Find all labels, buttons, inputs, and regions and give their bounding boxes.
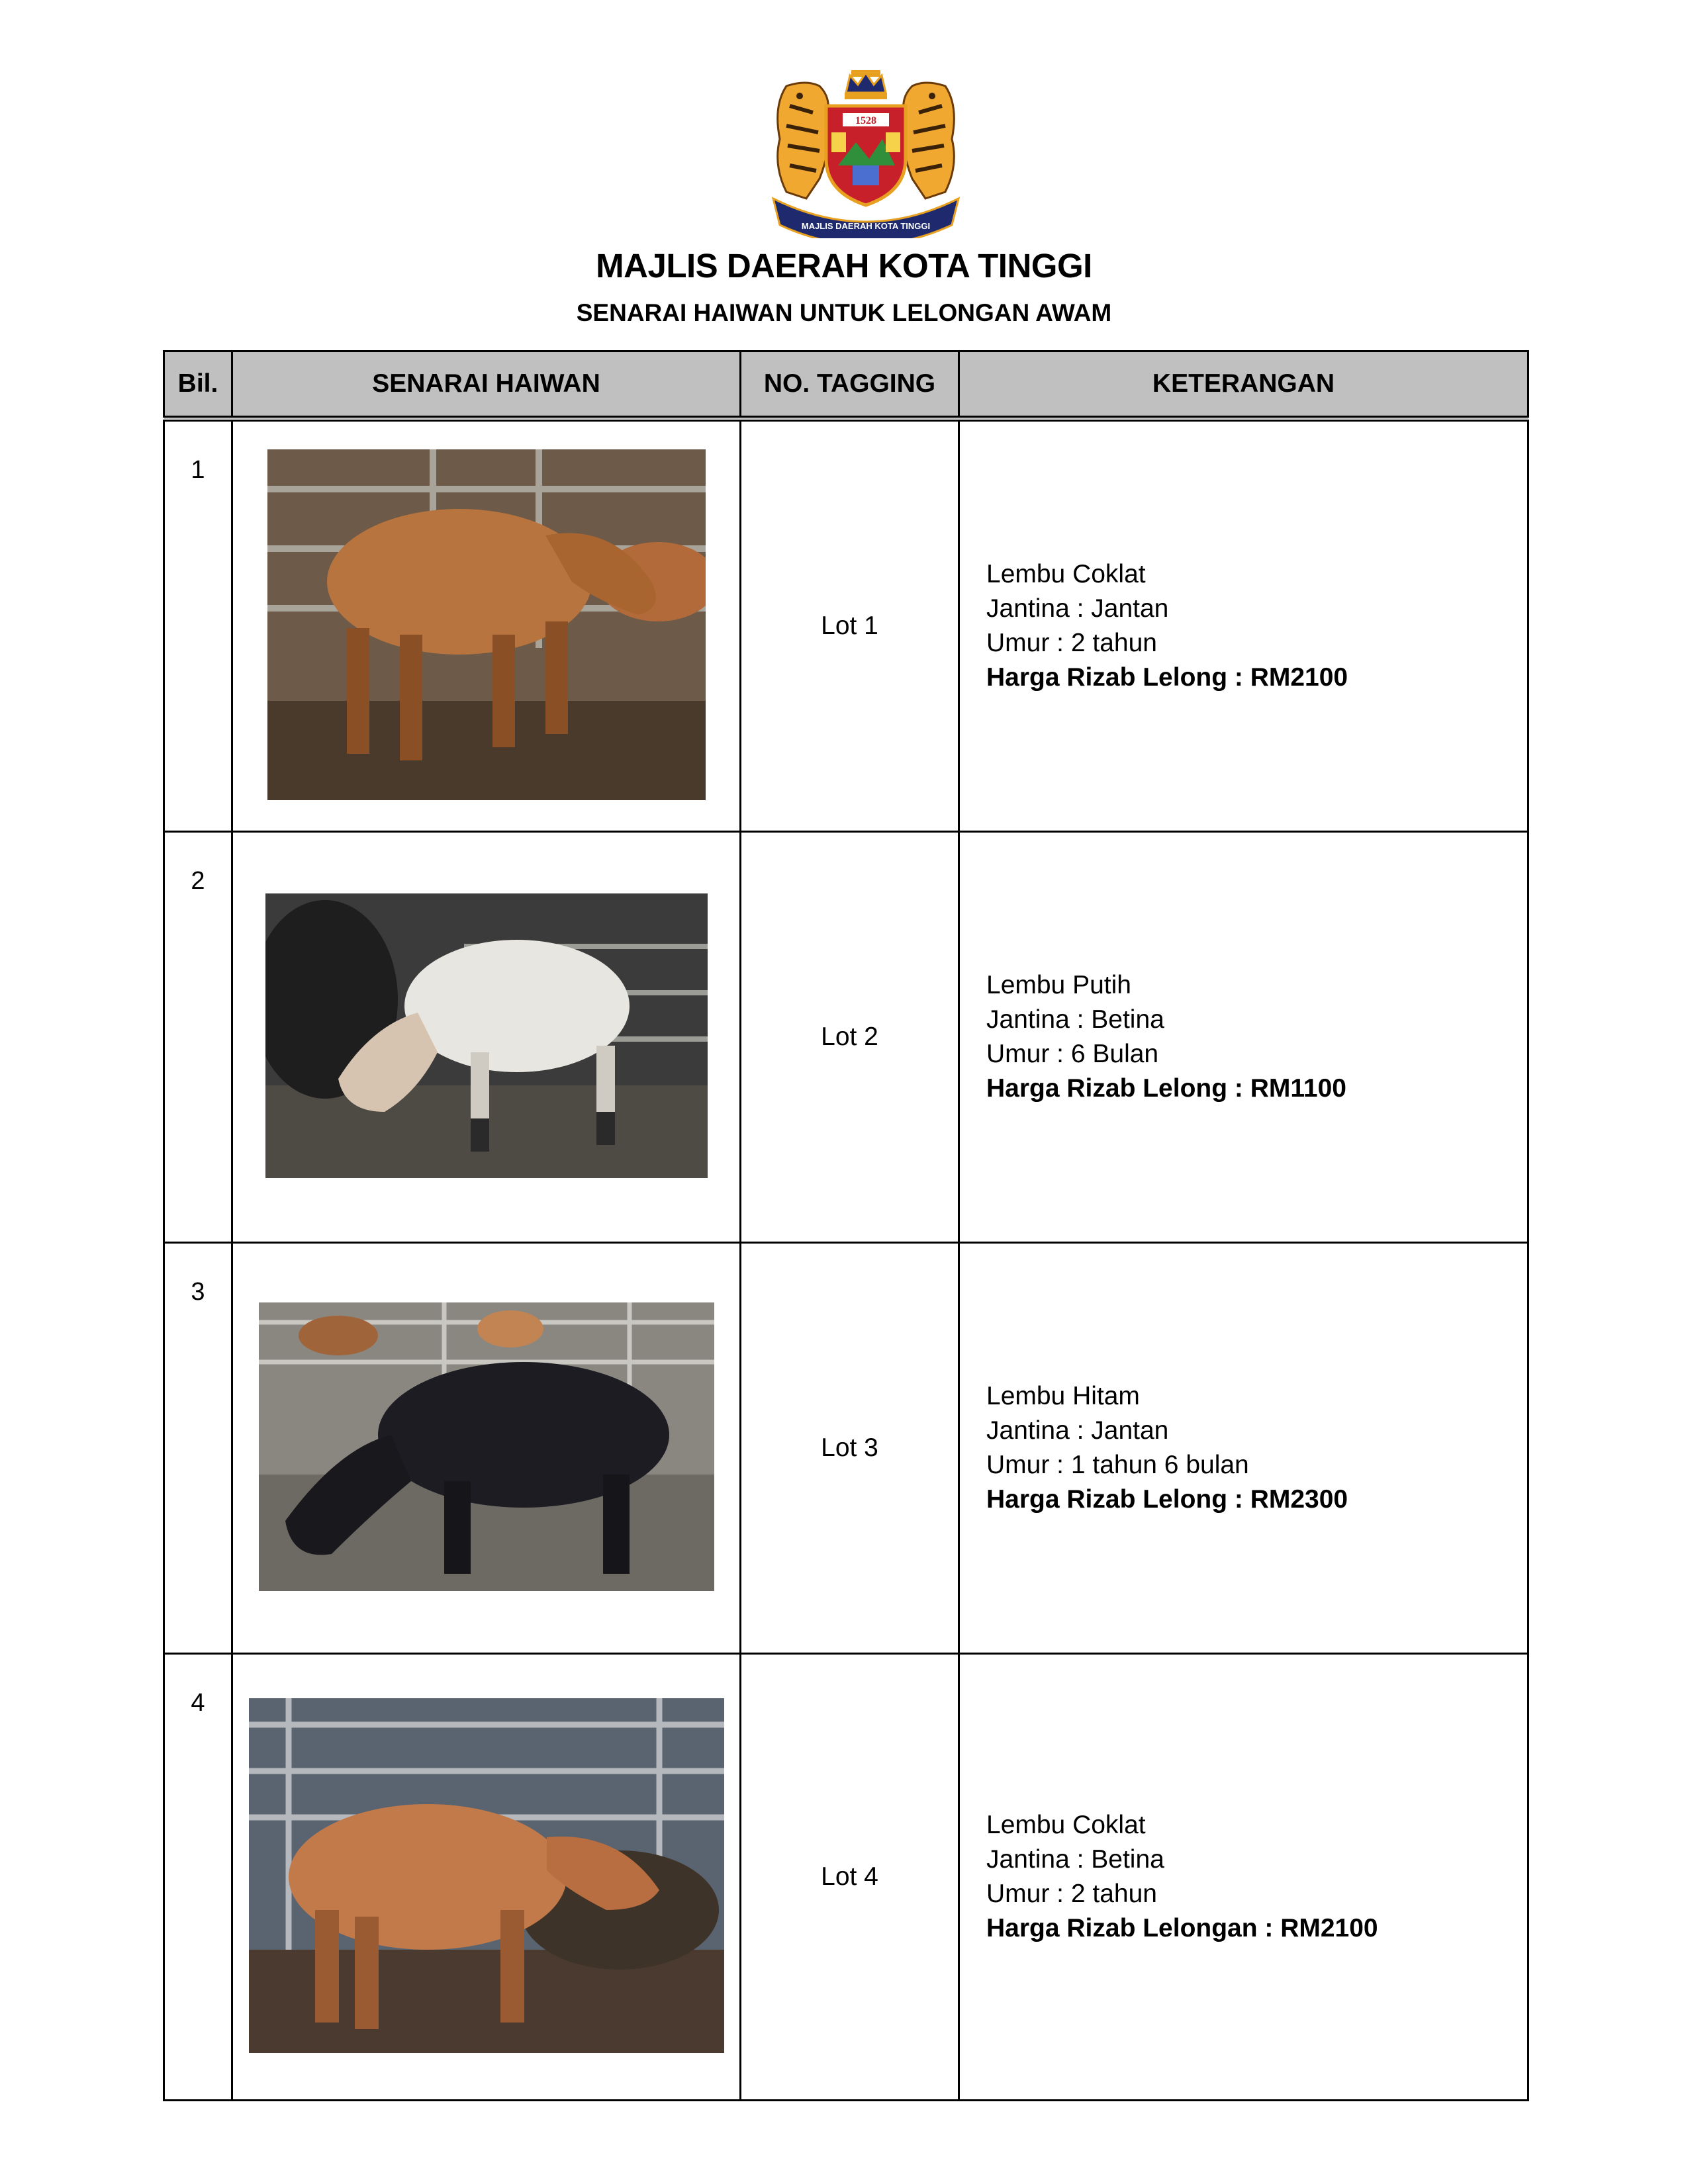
- auction-table: [163, 350, 1529, 2101]
- lot-tag: Lot 4: [741, 1654, 959, 2101]
- lot-tag: Lot 1: [741, 419, 959, 832]
- row-number: 4: [164, 1654, 232, 2101]
- animal-description: [959, 1243, 1528, 1654]
- table-row: [164, 1654, 1528, 2101]
- animal-description: [959, 832, 1528, 1243]
- animal-description: [959, 419, 1528, 832]
- animal-age: Umur : 1 tahun 6 bulan: [986, 1451, 1249, 1479]
- table-header-row: [164, 351, 1528, 419]
- animal-gender: Jantina : Jantan: [986, 594, 1169, 623]
- animal-gender: Jantina : Jantan: [986, 1416, 1169, 1445]
- column-header-animal-list: SENARAI HAIWAN: [232, 351, 741, 419]
- column-header-bil: Bil.: [164, 351, 232, 419]
- left-tiger-icon: [778, 83, 829, 199]
- shield-icon: [826, 106, 906, 205]
- animal-type: Lembu Coklat: [986, 1811, 1146, 1839]
- brown-cow-photo: [267, 449, 706, 800]
- right-tiger-icon: [904, 83, 955, 199]
- lot-tag: Lot 3: [741, 1243, 959, 1654]
- animal-age: Umur : 6 Bulan: [986, 1040, 1159, 1068]
- page-title: MAJLIS DAERAH KOTA TINGGI: [596, 247, 1092, 285]
- animal-age: Umur : 2 tahun: [986, 1880, 1157, 1908]
- white-cow-photo: [265, 893, 708, 1178]
- page-subtitle: SENARAI HAIWAN UNTUK LELONGAN AWAM: [576, 299, 1112, 326]
- reserve-price: Harga Rizab Lelong : RM2100: [986, 663, 1348, 692]
- row-number: 3: [164, 1243, 232, 1654]
- animal-type: Lembu Putih: [986, 971, 1131, 999]
- row-number: 2: [164, 832, 232, 1243]
- animal-type: Lembu Coklat: [986, 560, 1146, 588]
- table-row: [164, 832, 1528, 1243]
- animal-description: [959, 1654, 1528, 2101]
- row-number: 1: [164, 419, 232, 832]
- animal-age: Umur : 2 tahun: [986, 629, 1157, 657]
- ribbon-text: MAJLIS DAERAH KOTA TINGGI: [801, 221, 931, 231]
- black-cow-photo: [259, 1302, 714, 1591]
- animal-type: Lembu Hitam: [986, 1382, 1140, 1410]
- brown-cow-photo: [249, 1698, 724, 2053]
- table-row: [164, 1243, 1528, 1654]
- table-row: [164, 419, 1528, 832]
- animal-gender: Jantina : Betina: [986, 1005, 1164, 1034]
- column-header-tagging: NO. TAGGING: [741, 351, 959, 419]
- reserve-price: Harga Rizab Lelongan : RM2100: [986, 1914, 1378, 1942]
- crown-icon: [845, 70, 887, 99]
- animal-gender: Jantina : Betina: [986, 1845, 1164, 1874]
- lot-tag: Lot 2: [741, 832, 959, 1243]
- reserve-price: Harga Rizab Lelong : RM1100: [986, 1074, 1346, 1103]
- council-crest-logo: [760, 66, 972, 238]
- reserve-price: Harga Rizab Lelong : RM2300: [986, 1485, 1348, 1514]
- crest-year: 1528: [855, 115, 876, 126]
- column-header-description: KETERANGAN: [959, 351, 1528, 419]
